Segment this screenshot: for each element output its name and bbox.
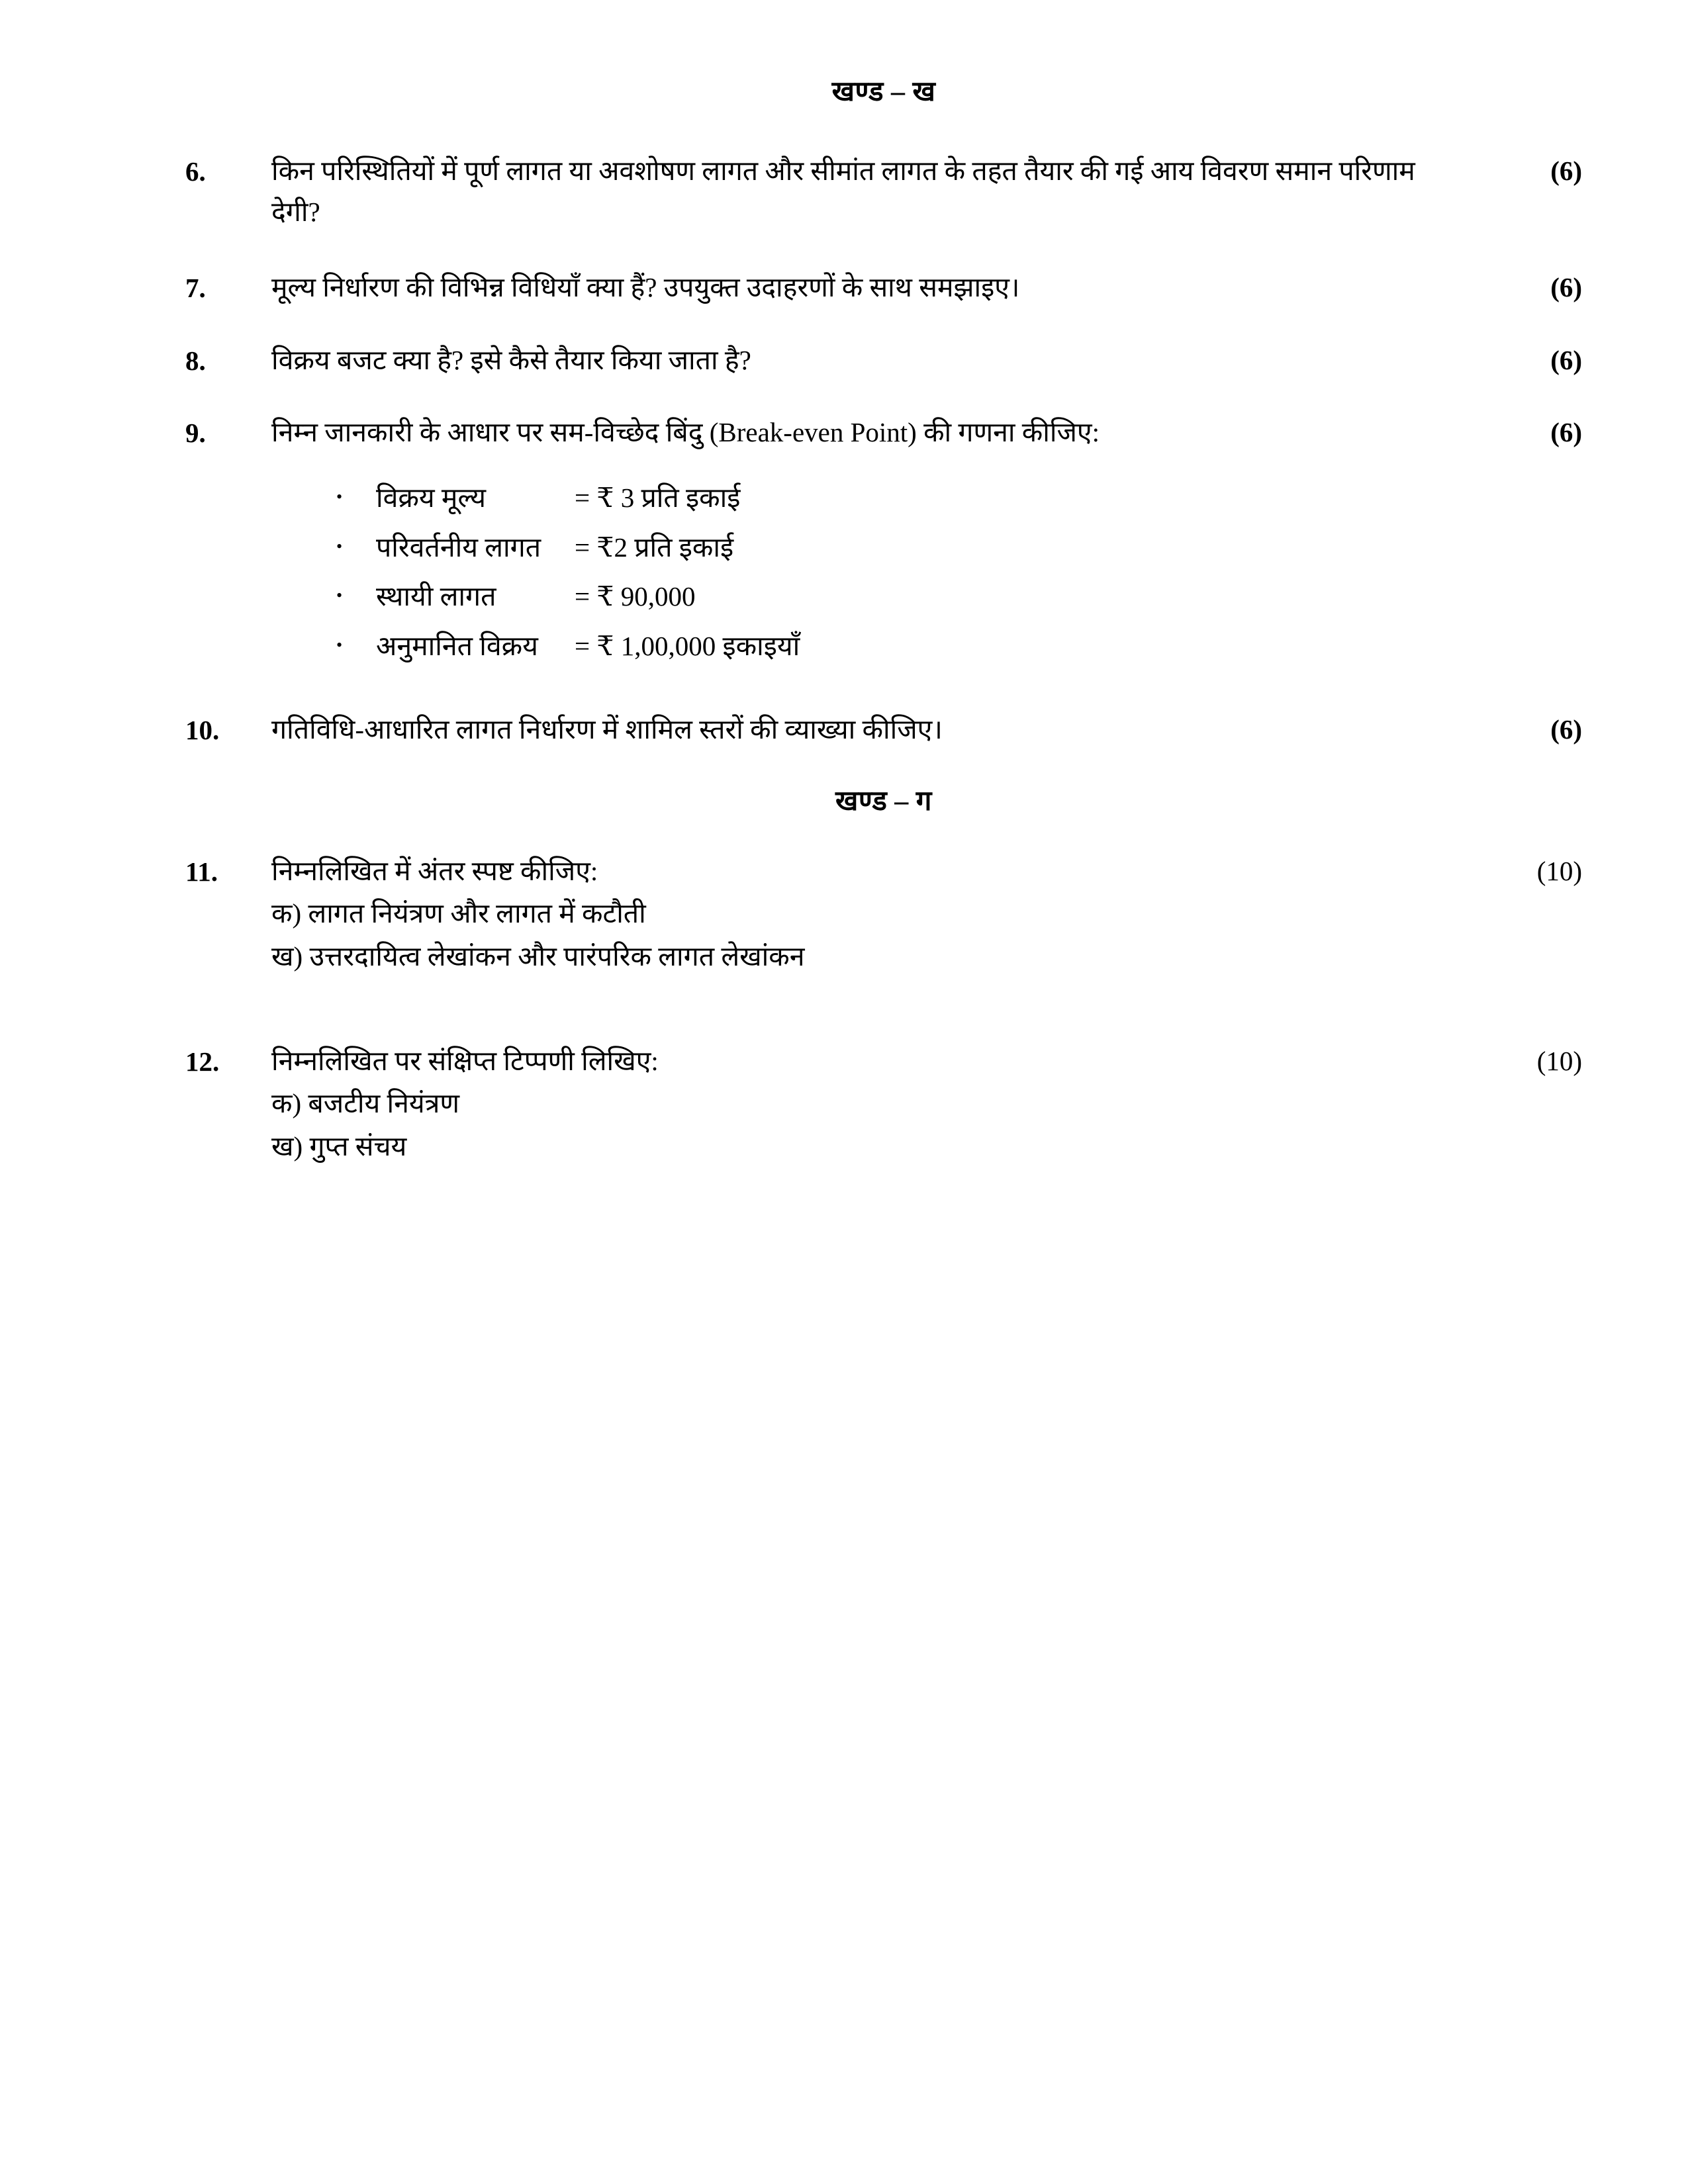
- question-number-10: 10.: [185, 714, 220, 745]
- question-number-6: 6.: [185, 156, 206, 187]
- list-item: [185, 624, 1582, 668]
- bullet-icon: •: [336, 536, 343, 556]
- question-marks-9: (6): [1550, 417, 1582, 448]
- question-text-7: मूल्य निर्धारण की विभिन्न विधियाँ क्या हैं? उपयुक्त उदाहरणों के साथ समझाइए।: [271, 272, 1020, 303]
- question-text-10: गतिविधि-आधारित लागत निर्धारण में शामिल स्तरों की व्याख्या कीजिए।: [271, 713, 943, 745]
- question-marks-7: (6): [1550, 272, 1582, 303]
- question-row-9: [185, 412, 1582, 453]
- question-body-10: [271, 709, 1483, 750]
- question-text-12: निम्नलिखित पर संक्षिप्त टिप्पणी लिखिए:: [271, 1046, 659, 1077]
- question-body-12: [271, 1040, 1483, 1167]
- question-11-sub-a: क) लागत नियंत्रण और लागत में कटौती: [271, 898, 646, 929]
- bullet-label: परिवर्तनीय लागत: [376, 531, 541, 563]
- question-marks-12: (10): [1536, 1046, 1582, 1077]
- question-row-11: [185, 850, 1582, 977]
- question-number-11: 11.: [185, 856, 218, 887]
- question-row-8: [185, 340, 1582, 381]
- question-text-11: निम्नलिखित में अंतर स्पष्ट कीजिए:: [271, 856, 598, 887]
- question-row-10: [185, 709, 1582, 751]
- bullet-icon: •: [336, 635, 343, 655]
- question-row-6: [185, 150, 1582, 233]
- list-item: [185, 525, 1582, 569]
- bullet-value: = ₹ 3 प्रति इकाई: [575, 482, 741, 514]
- bullet-label: स्थायी लागत: [376, 581, 496, 612]
- question-marks-6: (6): [1550, 155, 1582, 186]
- question-text-6: किन परिस्थितियों में पूर्ण लागत या अवशोषण लागत और सीमांत लागत के तहत तैयार की गई आय विवरण समान परिणाम देगी?: [271, 155, 1415, 228]
- question-text-8: विक्रय बजट क्या है? इसे कैसे तैयार किया जाता है?: [271, 344, 751, 375]
- question-body-9: [271, 412, 1483, 453]
- question-marks-10: (6): [1550, 713, 1582, 745]
- question-body-11: [271, 850, 1483, 977]
- question-number-8: 8.: [185, 345, 206, 376]
- section-heading-ga: खण्ड – ग: [835, 786, 932, 817]
- question-number-7: 7.: [185, 273, 206, 304]
- question-12-sub-a: क) बजटीय नियंत्रण: [271, 1088, 459, 1119]
- break-even-data-list: [185, 476, 1582, 668]
- question-row-7: [185, 267, 1582, 308]
- question-marks-11: (10): [1536, 856, 1582, 887]
- question-body-8: [271, 340, 1483, 381]
- question-row-12: [185, 1040, 1582, 1167]
- bullet-label: अनुमानित विक्रय: [376, 630, 538, 661]
- bullet-icon: •: [336, 586, 343, 606]
- question-text-9: निम्न जानकारी के आधार पर सम-विच्छेद बिंदु (Break-even Point) की गणना कीजिए:: [271, 417, 1100, 448]
- page-content: [185, 73, 1582, 1197]
- question-body-7: [271, 267, 1483, 308]
- question-number-9: 9.: [185, 418, 206, 449]
- section-heading-kha: खण्ड – ख: [831, 77, 936, 107]
- bullet-label: विक्रय मूल्य: [376, 482, 486, 514]
- list-item: [185, 574, 1582, 618]
- question-body-6: [271, 150, 1483, 233]
- bullet-value: = ₹2 प्रति इकाई: [575, 531, 734, 563]
- bullet-value: = ₹ 1,00,000 इकाइयाँ: [575, 630, 800, 661]
- bullet-icon: •: [336, 487, 343, 507]
- question-number-12: 12.: [185, 1046, 220, 1077]
- list-item: [185, 476, 1582, 520]
- question-11-sub-b: ख) उत्तरदायित्व लेखांकन और पारंपरिक लागत लेखांकन: [271, 940, 805, 972]
- question-12-sub-b: ख) गुप्त संचय: [271, 1130, 407, 1161]
- bullet-value: = ₹ 90,000: [575, 581, 696, 612]
- spacer: [185, 673, 1582, 709]
- question-marks-8: (6): [1550, 344, 1582, 375]
